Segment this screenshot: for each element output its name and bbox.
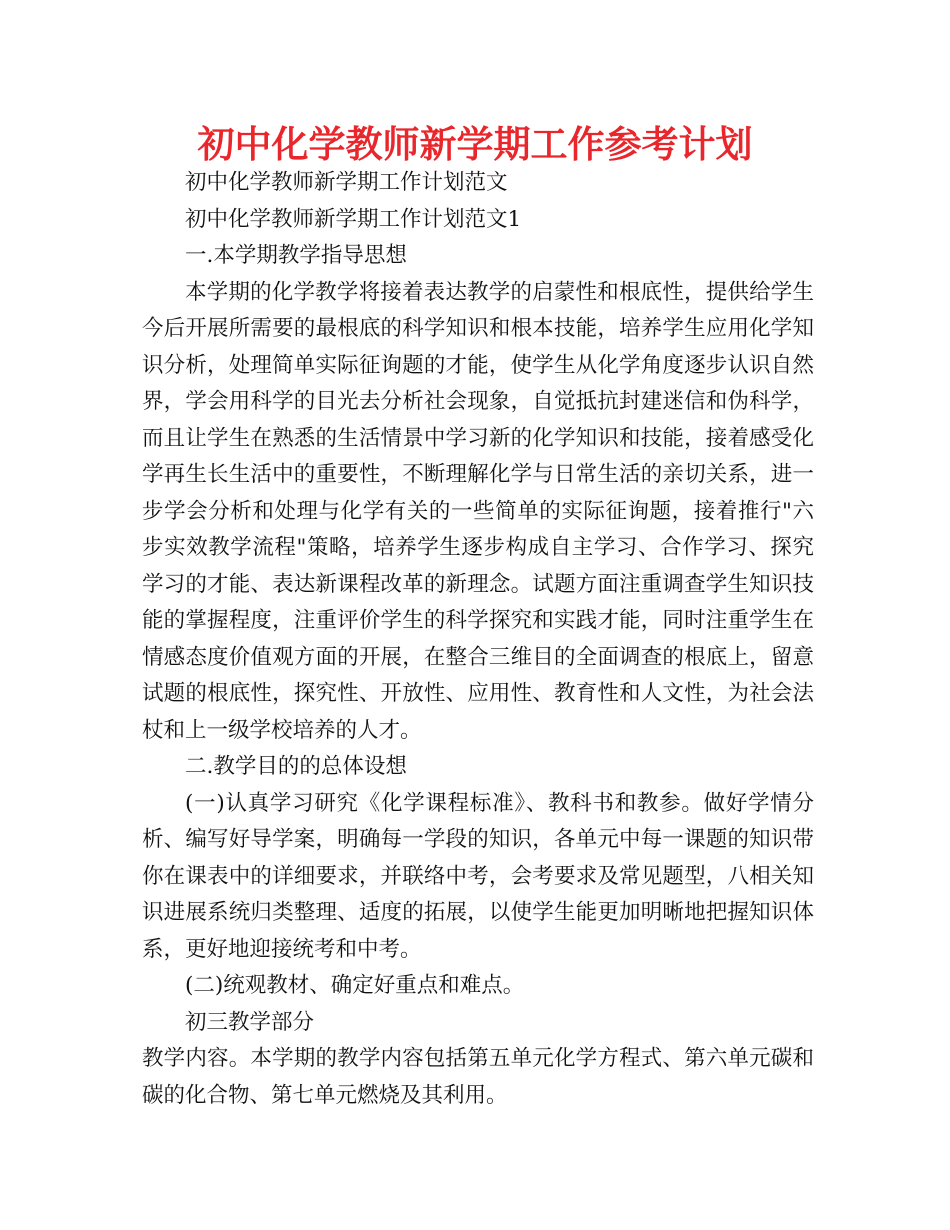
section-heading-guiding-thought: 一.本学期教学指导思想 [185, 243, 407, 268]
paragraph-guiding-thought: 本学期的化学教学将接着表达教学的启蒙性和根底性，提供给学生今后开展所需要的最根底的科学知识和根本技能，培养学生应用化学知识分析，处理简单实际征询题的才能，使学生从化学角度逐步认识自然界，学会用科学的目光去分析社会现象，自觉抵抗封建迷信和伪科学，而且让学生在熟悉的生活情景中学习新的化学知识和技能，接着感受化学再生长生活中的重要性，不断理解化学与日常生活的亲切关系，进一步学会分析和处理与化学有关的一些简单的实际征询题，接着推行"六步实效教学流程"策略，培养学生逐步构成自主学习、合作学习、探究学习的才能、表达新课程改革的新理念。试题方面注重调查学生知识技能的掌握程度，注重评价学生的科学探究和实践才能，同时注重学生在情感态度价值观方面的开展，在整合三维目的全面调查的根底上，留意试题的根底性，探究性、开放性、应用性、教育性和人文性，为社会法杖和上一级学校培养的人才。 [142, 279, 814, 743]
paragraph-teaching-content: 教学内容。本学期的教学内容包括第五单元化学方程式、第六单元碳和碳的化合物、第七单元燃烧及其利用。 [142, 1046, 814, 1108]
section-heading-grade-three: 初三教学部分 [185, 1009, 315, 1035]
paragraph-subtitle: 初中化学教师新学期工作计划范文 [185, 170, 508, 195]
paragraph-goal-two: (二)统观教材、确定好重点和难点。 [185, 973, 525, 998]
paragraph-subtitle-1: 初中化学教师新学期工作计划范文1 [185, 206, 522, 232]
section-heading-teaching-goals: 二.教学目的的总体设想 [185, 754, 407, 779]
document-body [142, 165, 814, 1114]
paragraph-goal-one: (一)认真学习研究《化学课程标准》、教科书和教参。做好学情分析、编写好导学案，明确每一学段的知识，各单元中每一课题的知识带你在课表中的详细要求，并联络中考，会考要求及常见题型，八相关知识进展系统归类整理、适度的拓展，以使学生能更加明晰地把握知识体系，更好地迎接统考和中考。 [142, 790, 814, 962]
document-title: 初中化学教师新学期工作参考计划 [197, 123, 753, 166]
